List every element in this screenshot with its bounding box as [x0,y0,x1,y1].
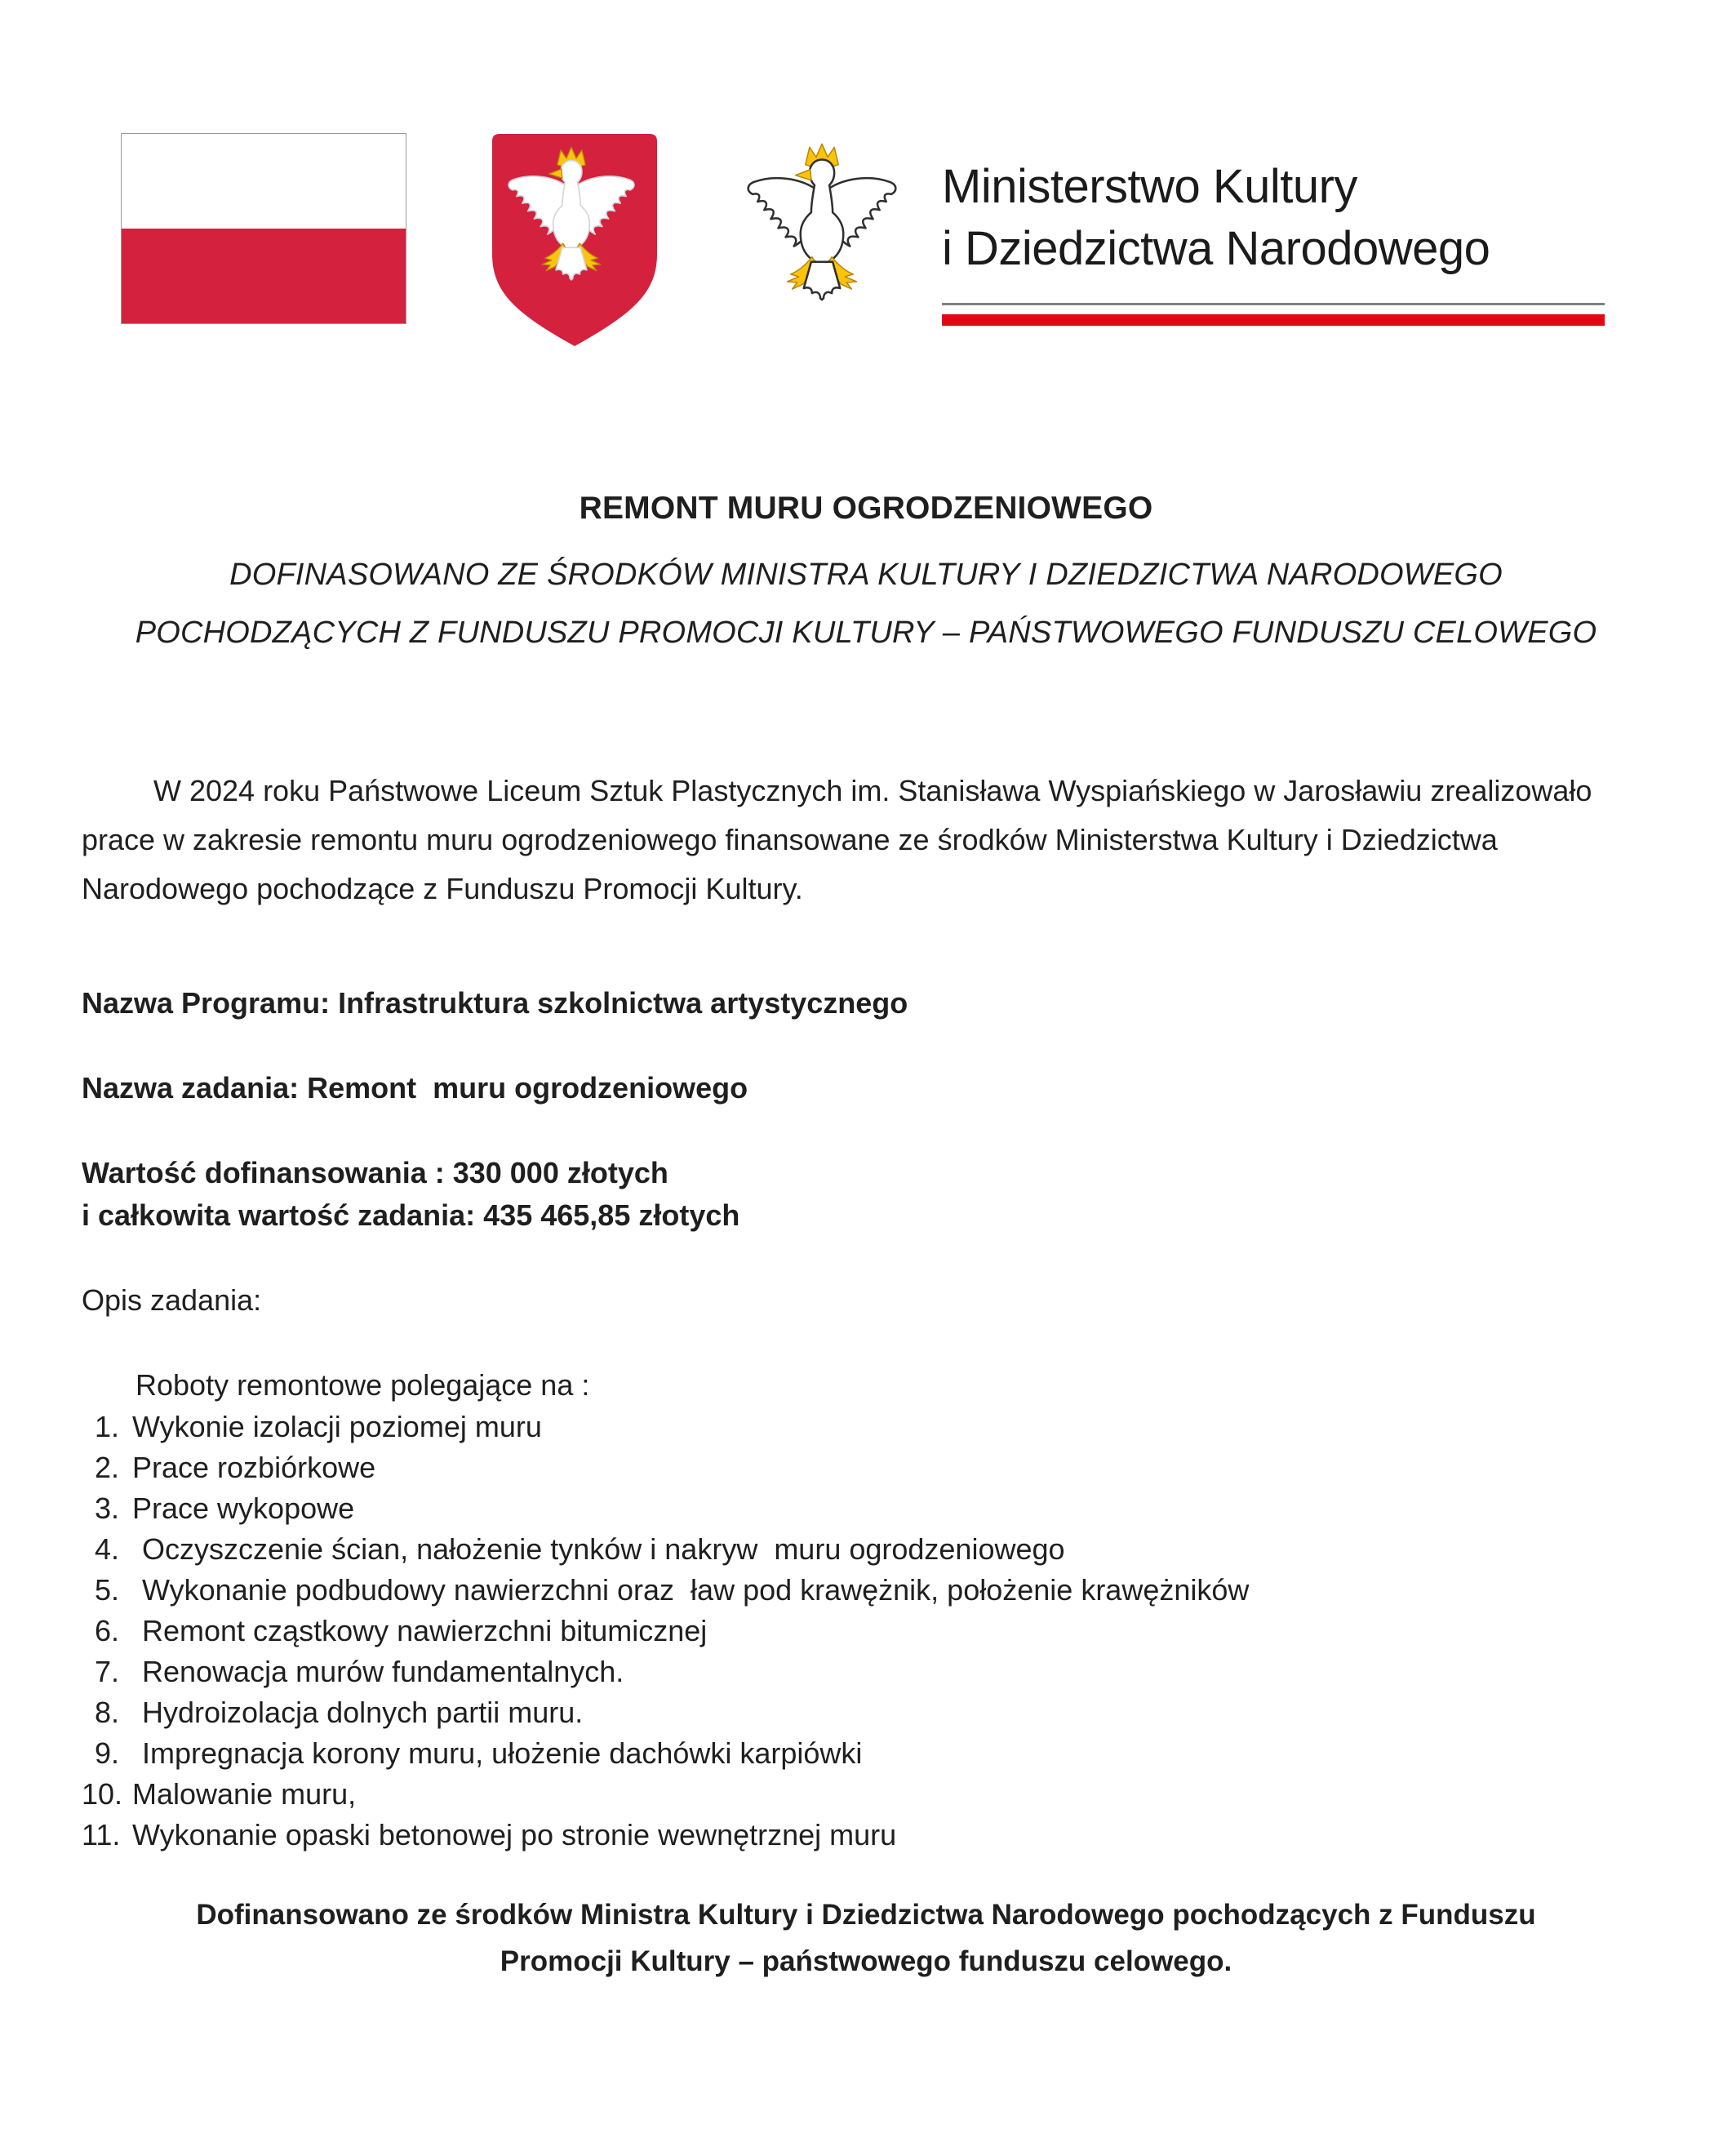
list-item [82,1529,1650,1570]
list-item-text: Impregnacja korony muru, ułożenie dachówki karpiówki [142,1736,863,1770]
list-item-text: Renowacja murów fundamentalnych. [142,1655,624,1688]
list-item-text: Prace wykopowe [132,1491,355,1525]
list-item-text: Wykonanie podbudowy nawierzchni oraz ław pod krawężnik, położenie krawężników [142,1573,1250,1607]
subtitle-line1: DOFINASOWANO ZE ŚRODKÓW MINISTRA KULTURY I DZIEDZICTWA NARODOWEGO [229,558,1503,592]
ministry-underline [942,303,1605,326]
list-item [82,1611,1650,1651]
total-value-line: i całkowita wartość zadania: 435 465,85 złotych [82,1198,740,1232]
document-page [0,133,1732,2156]
white-eagle-outline-icon [739,138,904,344]
gray-rule [942,303,1605,305]
list-item-text: Wykonie izolacji poziomej muru [132,1410,542,1443]
list-item-text: Malowanie muru, [132,1777,357,1811]
list-item-number: 9. [94,1736,119,1770]
program-name-line: Nazwa Programu: Infrastruktura szkolnictwa artystycznego [82,986,908,1020]
red-rule [942,314,1605,326]
list-item [82,1815,1650,1856]
poland-flag-icon [121,133,406,324]
list-item [82,1447,1650,1488]
list-item-text: Remont cząstkowy nawierzchni bitumicznej [142,1614,708,1647]
list-item-number: 11. [82,1818,121,1851]
funding-footer-note: Dofinansowano ze środków Ministra Kultury i Dziedzictwa Narodowego pochodzących z Funduszu Promocji Kultury – państwowego funduszu celowego. [196,1899,1536,1977]
list-item [82,1570,1650,1611]
task-name-line: Nazwa zadania: Remont muru ogrodzeniowego [82,1071,748,1105]
list-item [82,1488,1650,1529]
header-logos [121,133,1732,350]
ministry-name-line1: Ministerstwo Kultury [942,160,1357,213]
list-item [82,1651,1650,1692]
list-item-text: Oczyszczenie ścian, nałożenie tynków i nakryw muru ogrodzeniowego [142,1532,1065,1566]
list-item [82,1774,1650,1815]
list-item-number: 8. [94,1696,119,1729]
list-item-number: 3. [94,1491,119,1525]
ministry-wordmark [942,133,1605,326]
document-body [0,767,1732,1985]
list-item-number: 1. [94,1410,119,1443]
list-item-text: Hydroizolacja dolnych partii muru. [142,1696,584,1729]
list-item-text: Prace rozbiórkowe [132,1451,376,1484]
subtitle [0,546,1732,662]
list-item-number: 2. [94,1451,119,1484]
list-item [82,1733,1650,1774]
intro-paragraph: W 2024 roku Państwowe Liceum Sztuk Plastycznych im. Stanisława Wyspiańskiego w Jarosławiu zrealizowało prace w zakresie remontu muru ogrodzeniowego finansowane ze środków Ministerstwa Kultury i Dziedzictwa Narodowego pochodzące z Funduszu Promocji Kultury. [82,774,1592,905]
funding-value-line: Wartość dofinansowania : 330 000 złotych [82,1156,668,1189]
list-item-number: 5. [94,1573,119,1607]
page-title: REMONT MURU OGRODZENIOWEGO [579,491,1153,526]
list-item-text: Wykonanie opaski betonowej po stronie wewnętrznej muru [132,1818,897,1851]
list-item-number: 7. [94,1655,119,1688]
list-item [82,1407,1650,1447]
title-block [0,491,1732,662]
ministry-name-line2: i Dziedzictwa Narodowego [942,222,1490,275]
works-intro: Roboty remontowe polegające na : [135,1368,590,1402]
list-item-number: 6. [94,1614,119,1647]
works-list [82,1407,1650,1856]
description-label: Opis zadania: [82,1283,262,1317]
subtitle-line2: POCHODZĄCYCH Z FUNDUSZU PROMOCJI KULTURY – PAŃSTWOWEGO FUNDUSZU CELOWEGO [135,616,1597,650]
list-item-number: 10. [82,1777,123,1811]
list-item-number: 4. [94,1532,119,1566]
list-item [82,1692,1650,1733]
poland-coat-of-arms-icon [490,131,659,350]
